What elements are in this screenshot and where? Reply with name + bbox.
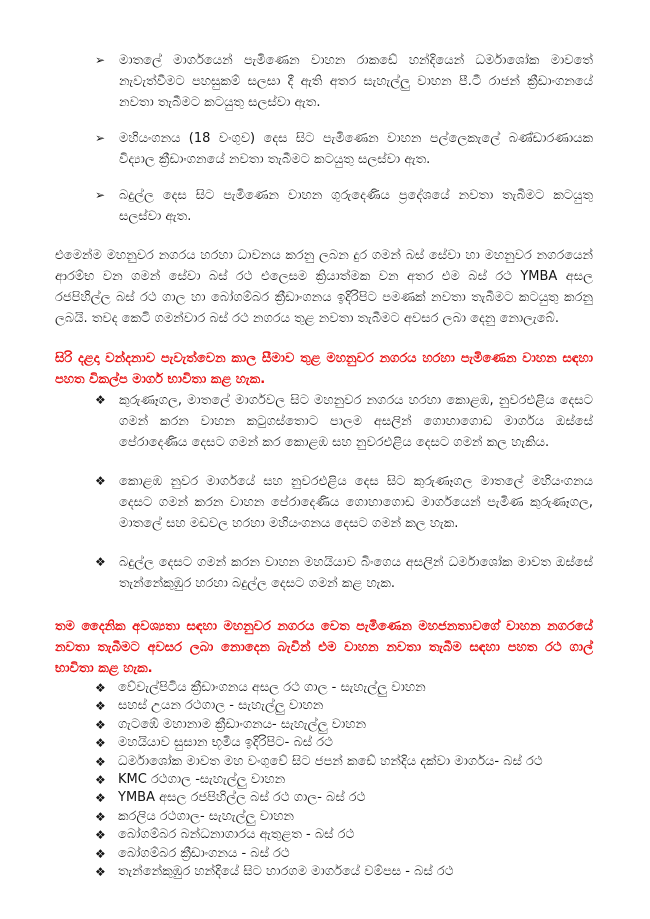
list-item bbox=[95, 50, 593, 113]
list-item-text: KMC රථගාල -සැහැල්ලු වාහන bbox=[118, 772, 286, 788]
list-item-text: තැන්නේකුඹුර හන්දියේ සිට හාරගම මාර්ගයේ වම්පස - බස් රථ bbox=[118, 864, 454, 880]
list-item bbox=[95, 552, 593, 594]
arrow-bullet-icon: ➢ bbox=[95, 53, 106, 67]
list-item-text: වේවැල්පිටිය ක්‍රීඩාංගනය අසල රථ ගාල - සැහැල්ලු වාහන bbox=[118, 680, 426, 695]
diamond-bullet-icon: ❖ bbox=[95, 717, 106, 732]
list-item bbox=[95, 808, 593, 826]
diamond-bullet-icon: ❖ bbox=[95, 865, 106, 880]
diamond-bullet-icon: ❖ bbox=[95, 846, 106, 861]
list-item-text: කරලිය රථගාල- සැහැල්ලු වාහන bbox=[118, 808, 294, 824]
list-item bbox=[95, 471, 593, 534]
diamond-bullet-icon: ❖ bbox=[95, 809, 106, 824]
list-item bbox=[95, 771, 593, 789]
list-item-text: YMBA අසල රජපිහිල්ල බස් රථ ගාල- බස් රථ bbox=[118, 790, 366, 806]
list-item bbox=[95, 845, 593, 863]
diamond-bullet-icon: ❖ bbox=[95, 474, 106, 488]
list-item-text: ගැටඹේ මහානාම ක්‍රීඩාංගනය- සැහැල්ලු වාහන bbox=[118, 716, 367, 732]
diamond-bullet-icon: ❖ bbox=[95, 555, 106, 569]
list-item bbox=[95, 679, 593, 697]
arrow-bullet-icon: ➢ bbox=[95, 131, 106, 145]
diamond-bullet-icon: ❖ bbox=[95, 681, 106, 695]
diamond-bullet-icon: ❖ bbox=[95, 736, 106, 751]
diamond-bullet-icon: ❖ bbox=[95, 791, 106, 806]
list-item bbox=[95, 716, 593, 734]
list-item-text: මාතලේ මාර්ගයෙන් පැමිණෙන වාහන රාකඩේ හන්දියෙන් ධර්මාශෝක මාවතේ නැවැත්වීමට පහසුකම් සලසා දී ඇති අතර සැහැල්ලු වාහන පී.ටී රාජන් ක්‍රීඩාංගනයේ නවතා තැබීමට කටයුතු සලස්වා ඇත. bbox=[119, 53, 593, 110]
list-item-text: බෝගම්බර ක්‍රීඩාංගනය - බස් රථ bbox=[118, 845, 290, 861]
list-item-text: ධර්මාශෝක මාවත මහ වංගුවේ සිට ජපන් කඩේ හන්දිය දක්වා මාර්ගය- බස් රථ bbox=[118, 753, 543, 769]
list-item bbox=[95, 128, 593, 170]
vehicle-stopping-list bbox=[55, 50, 593, 227]
bus-operations-paragraph: එමෙන්ම මහනුවර නගරය හරහා ධාවනය කරනු ලබන දුර ගමන් බස් සේවා හා මහනුවර නගරයෙන් ආරම්භ වන ගමන් සේවා බස් රථ එලෙසම ක්‍රියාත්මක වන අතර එම බස් රථ YMBA අසල රජපිහිල්ල බස් රථ ගාල හා බෝගම්බර ක්‍රීඩාංගනය ඉදිරිපිට පමණක් නවතා තැබීමට කටයුතු කරනු ලබයි. තවද කෙටි ගමන්වාර බස් රථ නගරය තුළ නවතා තැබීමට අවසර ලබා දෙනු නොලැබේ. bbox=[55, 248, 593, 326]
parking-locations-list bbox=[55, 679, 593, 881]
arrow-bullet-icon: ➢ bbox=[95, 188, 106, 202]
list-item bbox=[95, 863, 593, 881]
list-item-text: මහියංගනය (18 වංගුව) දෙස සිට පැමිණෙන වාහන පල්ලෙකැලේ බණ්ඩාරණායක විද්‍යාල ක්‍රීඩාංගනයේ නවතා තැබීමට කටයුතු සලස්වා ඇත. bbox=[119, 131, 593, 167]
alternate-routes-list bbox=[55, 390, 593, 594]
diamond-bullet-icon: ❖ bbox=[95, 754, 106, 769]
list-item-text: කොළඹ නුවර මාර්ගයේ සහ නුවරඑළිය දෙස සිට කුරුණෑගල මාතලේ මහියංගනය දෙසට ගමන් කරන වාහන පේරාදෙණිය ගොහාගොඩ මාර්ගයෙන් පැමිණ කුරුණෑගල, මාතලේ සහ මඩවල හරහා මහියංගනය දෙසට ගමන් කල හැක. bbox=[119, 474, 593, 531]
list-item-text: සහස් උයන රථගාල - සැහැල්ලු වාහන bbox=[118, 698, 324, 714]
list-item bbox=[95, 697, 593, 715]
list-item bbox=[95, 185, 593, 227]
list-item bbox=[95, 789, 593, 807]
diamond-bullet-icon: ❖ bbox=[95, 699, 106, 714]
list-item-text: කුරුණෑගල, මාතලේ මාර්ගවල සිට මහනුවර නගරය හරහා කොළඹ, නුවරඑළිය දෙසට ගමන් කරන වාහන කටුගස්තොට පාලම අසලින් ගොහාගොඩ මාර්ගය ඔස්සේ පේරාදෙණිය දෙසට ගමන් කර කොළඹ සහ නුවරඑළිය දෙසට ගමන් කල හැකිය. bbox=[119, 393, 593, 450]
list-item bbox=[95, 753, 593, 771]
alternate-routes-heading: සිරි දළදා වන්දනාව පැවැත්වෙන කාල සීමාව තුළ මහනුවර නගරය හරහා පැමිණෙන වාහන සඳහා පහත විකල්ප මාර්ග භාවිතා කළ හැක. bbox=[55, 351, 593, 387]
list-item-text: බදුල්ල දෙස සිට පැමිණෙන වාහන ගුරුදෙණිය ප්‍රදේශයේ නවතා තැබීමට කටයුතු සලස්වා ඇත. bbox=[119, 188, 593, 224]
diamond-bullet-icon: ❖ bbox=[95, 828, 106, 843]
list-item bbox=[95, 390, 593, 453]
list-item bbox=[95, 826, 593, 844]
parking-heading: තම දෛනික අවශ්‍යතා සඳහා මහනුවර නගරය වෙත පැමිණෙන මහජනතාවගේ වාහන නගරයේ නවතා තැබීමට අවසර ලබා නොදෙන බැවින් එම වාහන නවතා තැබීම සඳහා පහත රථ ගාල් භාවිතා කළ හැක. bbox=[55, 619, 593, 676]
list-item-text: මහයියාව සුසාන භූමිය ඉදිරිපිට- බස් රථ bbox=[118, 735, 333, 751]
diamond-bullet-icon: ❖ bbox=[95, 393, 106, 407]
diamond-bullet-icon: ❖ bbox=[95, 773, 106, 788]
list-item bbox=[95, 734, 593, 752]
list-item-text: බෝගම්බර බන්ධනාගාරය ඇතුළත - බස් රථ bbox=[118, 827, 355, 843]
list-item-text: බදුල්ල දෙසට ගමන් කරන වාහන මහයියාව බිංගෙය අසලින් ධර්මාශෝක මාවත ඔස්සේ තැන්නේකුඹුර හරහා බදුල්ල දෙසට ගමන් කළ හැක. bbox=[119, 555, 593, 591]
